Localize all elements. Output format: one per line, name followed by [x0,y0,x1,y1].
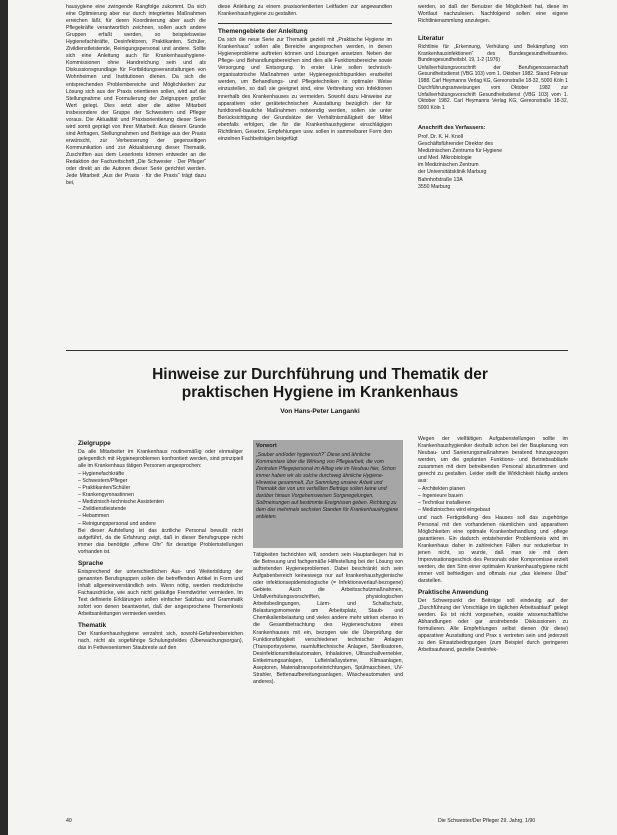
address-line: der Universitätsklinik Marburg [418,169,487,176]
list-item: – Krankengymnastinnen [78,492,134,499]
section-divider [218,23,392,24]
sprache-heading: Sprache [78,559,104,567]
mid-text: Tätigkeiten fachrichten will, sondern sein Hauptanliegen hat in die Betreuung und fachgemäße Hilfestellung bei der Lösung von auftretenden Hygieneproblemen. Dabei beschränkt sich sein Aufgabenbereich keineswegs nur auf krankenhaushygienische oder infektionsepidemiologische (= Infektionsverlauf-bezogene) Gebiete. Auch die Arbeitsschutzmaßnahmen, Unfallverhütungsvorschriften, physiologischen Arbeitsbedingungen, Lärm- und Schallschutz, Belastungsmomente am Arbeitsplatz, Staub- und Chemikalienbelastung und vieles andere mehr wirken ebenso in die Gesamtbetrachtung des Hygieneschutzes eines Krankenhauses mit ein, bezogen wie die Überprüfung der Funktionsfähigkeit verschiedener technischer Anlagen (Transportsysteme, raumlufttechnische Anlagen, Sterilisatoren, Desinfektionsmittelautomaten, Inhalatoren, Ultraschallvernebler, Entkeimungsanlagen, Lufteinlaßsysteme, Klimaanlagen, Aseptoren, Materialtransporteinrichtungen, Spülmaschinen, UV-Strahler, Bettenaufbereitungsanlagen, Wäscheautomaten und anderes). [253,552,403,685]
list-item: – Praktikanten/Schüler [78,485,131,492]
address-heading: Anschrift des Verfassers: [418,125,486,132]
praktische-text: Der Schwerpunkt der Beiträge soll eindeutig auf der „Durchführung der Vorschläge im täglichen Arbeitsablauf“ gelegt werden. Es ist nicht vorgesehen, exakte wissenschaftliche Abhandlungen oder gar anstrebende Diskussionen zu formulieren. Alle Empfehlungen selbst dienen (für diese) apparativer Ausstattung und Prax s vertreten sein und jederzeit zu den Einsatzbedingungen (zum Beispiel durch geringeren Arbeitsaufwand, gezielte Desinfek- [418,598,568,654]
list-item: – Hygienefachkräfte [78,471,125,478]
foreword-box [253,440,403,548]
article-title-line2: praktischen Hygiene im Krankenhaus [181,384,459,401]
journal-footer: Die Schwester/Der Pfleger 29. Jahrg. 1/90 [438,818,536,824]
list-item: – Schwestern/Pfleger [78,478,128,485]
literatur-list [418,44,568,111]
thematik-text: Der Krankenhaushygiene verzahnt sich, sowohl-Gefahrenbereichen nach, nicht als sogefährige Schulungsfeldes (Überwachungsorgan), das in Fettwesenismen Staubreste auf den [78,631,243,652]
zielgruppe-list [78,471,243,527]
zielgruppe-text: Da alle Mitarbeiter im Krankenhaus routinemäßig oder einmaliger gelegentlich mit Hygieneproblemen konfrontiert werden, sind prinzipiell alle im Krankenhaus tätigen Personen angesprochen: [78,449,243,470]
anleitung-text: Da sich die neue Serie zur Thematik gezielt mit „Praktische Hygiene im Krankenhaus“ sollen alle Bereiche angesprochen werden, in denen Hygieneprobleme auftreten können und Lösungen ansetzen. Neben der Pflege- und Behandlungsbereichen sind dies alle Funktionsbereiche sowie Versorgung und Entsorgung. In erster Linie sollen technisch-organisatorische Maßnahmen unter Hygienegesichtspunkten erarbeitet werden, um Behandlungs- und Pflegetechniken in optimaler Weise einzustellen, so daß sie geeignet sind, eine Verbreitung von Infektionen innerhalb des Krankenhauses zu vermeiden. Sowohl dazu Hinweise zur apparativen oder gerätetechnischen Ausstattung bezüglich der für funktionell-bauliche Maßnahmen notwendig werden, sollen sie unter Berücksichtigung der Grundsätze der Verhältnismäßigkeit der Mittel ebenfalls erfolgen, die für die Krankenhaushygiene einschlägigen Richtlinien, Gesetze, Empfehlungen usw. sollen in sammelbarer Form den einzelnen Fachbeiträgen beigefügt [218,37,392,142]
article-title [120,366,520,402]
literatur-heading: Literatur [418,35,444,43]
address-line: Bahnhofstraße 13A [418,176,463,183]
intro-col3-text: werden, so daß der Benutzer die Möglichkeit hat, diese im Wortlaut nachzulesen. Nachfolgend sollen eine eigene Richtlinienammlung anzulegen. [418,4,568,25]
literatur-item: Richtlinie für „Erkennung, Verhütung und Bekämpfung von Krankenhausinfektionen“ des Bundesgesundheitsamtes. Bundesgesundheitsbl. 19, 1-2 (1976) [418,44,568,64]
list-item: – Architekten planen [418,486,466,493]
foreword-text: „Sauber und/oder hygienisch?“ Diese und ähnliche Kommentare über die Wirkung von Pflegearbeit, die vom Zentralen Pflegepersonal im Alltag wie im Neubau hier, Schon immer haben wir als solche durchweg ähnliche Hygiene-Hinweise gesammelt. Zur Sammlung unserer Arbeit und Thematik der von uns verfaßten Beiträge sollen keine und darüber hinaus Vorgehensweisen Sorgeregelungen, Sollmeinungen auf bestimmte Ereignissen geben. Richtung zu dem das mehrmals sechsten Standen für Krankenhaushygiene anbieten. [256,451,399,521]
right-list [418,486,568,514]
address-line: und Med. Mikrobiologie [418,155,472,162]
address-line: Medizinischen Zentrums für Hygiene [418,148,503,155]
address-line: 3550 Marburg [418,183,451,190]
section-heading-anleitung: Themengebiete der Anleitung [218,28,308,36]
list-item: – Zivildienstleistende [78,506,127,513]
literatur-item: Unfallverhütungsvorschrift der Berufsgenossenschaft Gesundheitsdienst (VBG 103) vom 1. Oktober 1982. Stand Februar 1988. Carl Heymanns Verlag KG, Gereonstraße 18-32, 5000 Köln 1 [418,64,568,84]
intro-col1-text: hausygiene eine zwingende Rangfolge zukommt. Da sich eine Optimierung aber nur durch integriertes Maßnahmen erreichen läßt, für deren Koordinierung aber auch die Pflegekräfte verantwortlich zeichnen, sollen auch andere Gruppen erfaßt werden, so beispielsweise Hygienefachkräfte, Desinfektoren, Praktikanten, Schüler, Zivildienstleistende, Reinigungspersonal und andere. Sollte sich eine Anleitung auch für Krankenhaushygiene-Kommissionen ohne Handreichung sein und als Diskussionsgrundlage für Fortbildungsveranstaltungen von Wohnheimen und Institutionen dienen. Da sich die entsprechenden Problembereiche und Möglichkeiten zur Lösung sich aus der Praxis orientieren sollen, wird auf die Stellungnahme und Formulierung der Zielgruppen großer Wert gelegt. Dies setzt aber die aktive Mitarbeit insbesondere der Gruppe der Schwestern und Pfleger voraus. Die Aktualität und Praxisorientierung dieser Serie wird somit geprägt von Ihrer Mitarbeit. Aus diesem Grunde sind Anfragen, Stellungnahmen und Beiträge aus der Praxis erwünscht, zur Verbesserung der gegenseitigen Kommunikation und zur Aktualisierung dieser Thematik. Zuschriften aus dem Leserkreis können entweder an die Redaktion der Fachzeitschrift „Die Schwester · Der Pfleger“ oder direkt an die Autoren dieser Serie gerichtet werden. Jede Mitarbeit „Aus der Praxis · für die Praxis“ trägt dazu bei, [66,4,206,187]
article-column-3 [418,436,568,814]
article-column-2 [253,552,403,814]
zielgruppe-after-text: Bei dieser Aufstellung ist das ärztliche Personal bewußt nicht aufgeführt, da die Erfahrung zeigt, daß in dieser Berufsgruppe nicht immer das benötigte „offene Ohr“ für derartige Problemstellungen vorhanden ist. [78,527,243,555]
article-title-line1: Hinweise zur Durchführung und Thematik der [152,366,488,383]
sprache-text: Entsprechend der unterschiedlichen Aus- und Weiterbildung der genannten Berufsgruppen sollen die betreffenden Artikel in Form und Inhalt allgemeinverständlich sein. Wenn nötig, werden medizinische Fachausdrücke, wie auch nicht geläufige Fremdwörter vermieden. Im Text definierte Erklärungen sollen einfacher Satzbau und Grammatik sofort von denen beantwortet, daß der angesprochene Themenkreis Arbeitsanleitungen vermieden werden. [78,568,243,618]
list-item: – Ingenieure bauen [418,493,463,500]
list-item: – Reinigungspersonal und andere [78,520,156,527]
article-author: Von Hans-Peter Langanki [280,408,360,415]
thematik-heading: Thematik [78,622,107,630]
address-line: im Medizinischen Zentrum [418,162,479,169]
list-item: – Technikar installieren [418,500,471,507]
list-item: – Medizinisch-technische Assistenten [78,499,164,506]
list-item: – Hebammen [78,513,110,520]
article-column-1 [78,436,243,814]
address-line: Geschäftsführender Direktor des [418,141,493,148]
intro-column-3 [418,4,568,342]
intro-column-1 [66,4,206,342]
author-address [418,125,568,190]
intro-col2-text: diese Anleitung zu einem praxisorientierten Leitfaden zur angewandten Krankenhaushygiene zu gestalten. [218,4,392,18]
page-number: 40 [66,818,72,824]
right-text-2: und nach Fertigstellung des Hauses soll das zugehörige Personal mit den vorhandenen räumlichen und apparativen Möglichkeiten eine optimale Krankenbehandlung und -pflege garantieren. Ein dadurch entstehender Problemkreis wird im Krankenhaus daher in zahlreichen Fällen nur reduzierbar in jenen nicht, so wurde, daß man sie mit dem Improvisationsgeschick des Personals oder Kompromisse erzielt werden, die den Sinn einer optimalen Krankenhaushygiene nicht immer voll befriedigen und oftmals nur „das kleinere Übel“ darstellen. [418,514,568,584]
address-line: Prof. Dr. K. H. Knoll [418,134,463,141]
intro-column-2 [218,4,392,342]
list-item: – Medizinisches wird eingebaut [418,507,491,514]
right-text: Wegen der vielfältigen Aufgabenstellungen sollte im Krankenhaushygieniker deshalb schon bei der Bauplanung von Neubau- und Sanierungsmaßnahmen beratend hinzugezogen werden, um die geplanten Funktions- und Betriebsabläufe zusammen mit dem betreibenden Personal abzustimmen und gerecht zu gestalten. Leider stellt die Wirklichkeit häufig anders aus: [418,436,568,485]
foreword-heading: Vorwort [256,443,277,449]
literatur-item: Durchführungsanweisungen vom Oktober 1982 zur Unfallverhütungsvorschrift Gesundheitsdienst (VBG 103) vom 1. Oktober 1982. Carl Heymanns Verlag KG, Gereonstraße 18-32, 5000 Köln 1 [418,85,568,111]
scan-edge [0,0,8,835]
article-separator [66,350,568,351]
zielgruppe-heading: Zielgruppe [78,440,111,447]
praktische-heading: Praktische Anwendung [418,588,489,596]
